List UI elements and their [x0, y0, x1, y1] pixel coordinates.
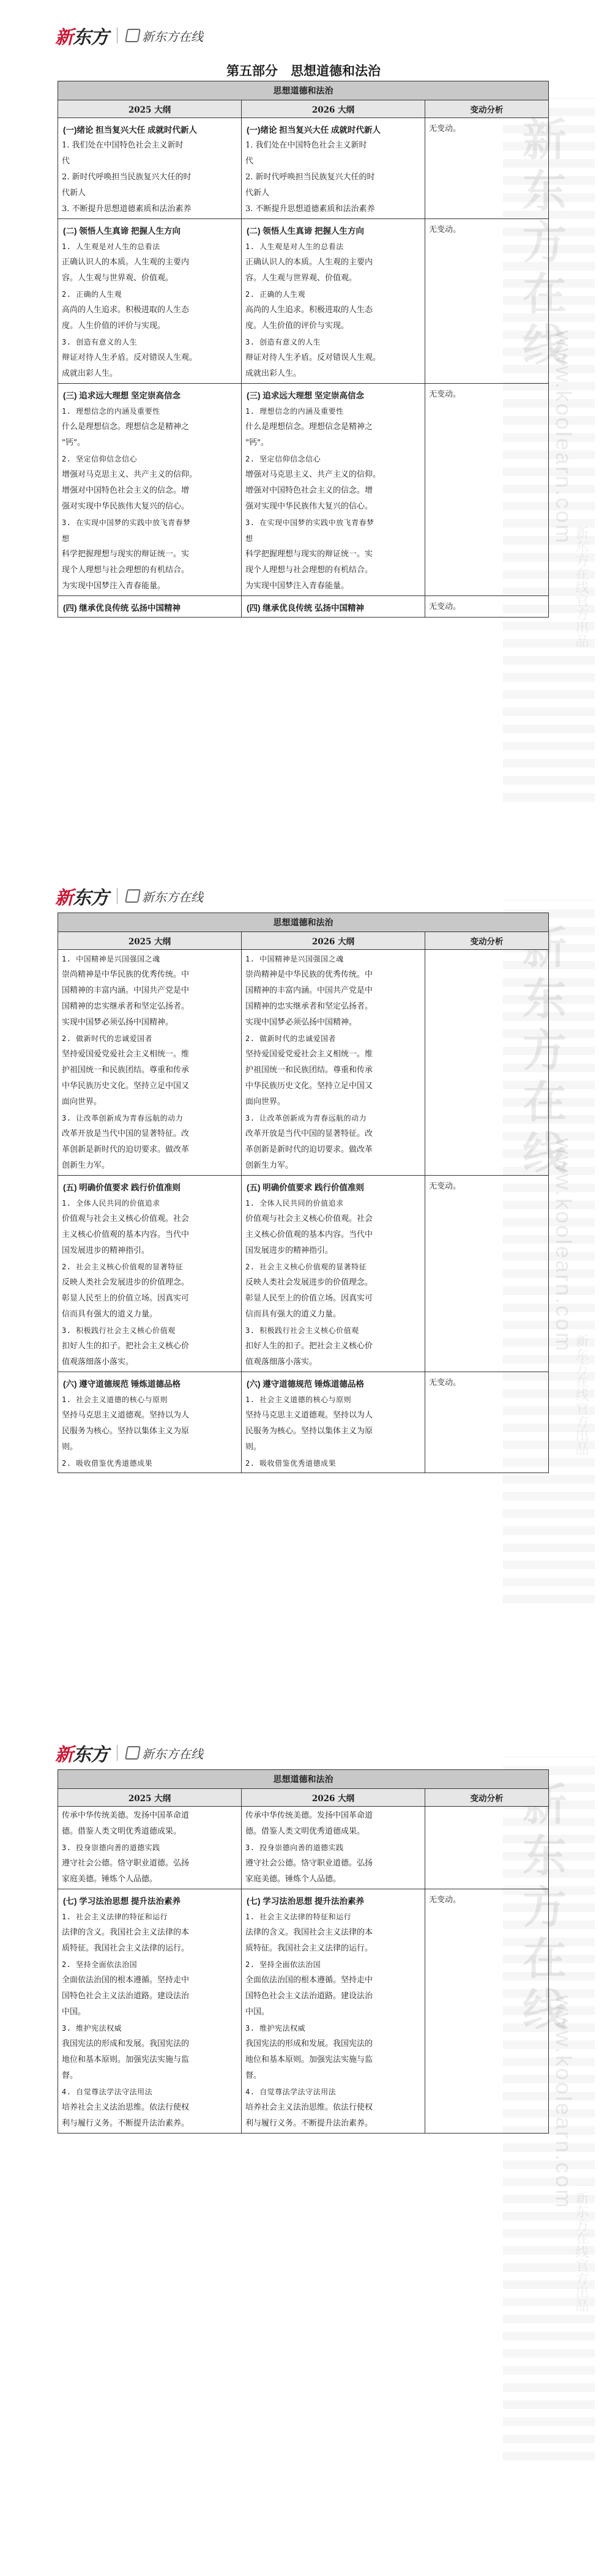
outline-text: 面向世界。 — [62, 1097, 102, 1107]
outline-text: 为实现中国梦注入青春能量。 — [245, 581, 349, 591]
section-title: (六) 遵守道德规范 锤炼道德品格 — [247, 1379, 364, 1389]
outline-text: 辩证对待人生矛盾。反对错误人生观。 — [62, 353, 198, 362]
outline-text: 全面依法治国的根本遵循。坚持走中 — [62, 1976, 190, 1985]
outline-text: 国特色社会主义法治道路。建设法治 — [62, 1992, 190, 2001]
col-analysis-header: 变动分析 — [425, 1789, 549, 1807]
outline-text: 则。 — [245, 1443, 262, 1452]
outline-2026-cell — [242, 118, 425, 219]
outline-2025-cell — [58, 219, 242, 384]
outline-text: 信而具有强大的道义力量。 — [245, 1310, 341, 1319]
outline-text: 度。人生价值的评价与实现。 — [245, 321, 349, 330]
outline-subheading: 1. 人生观是对人生的总看法 — [62, 242, 160, 251]
outline-text: 坚持爱国爱党爱社会主义相统一。维 — [245, 1050, 373, 1059]
outline-text: 度。人生价值的评价与实现。 — [62, 321, 166, 330]
col-2025-header: 2025 大纲 — [58, 932, 242, 950]
subject-header: 思想道德和法治 — [58, 1770, 549, 1789]
brand-mark: 新东方 — [55, 28, 108, 48]
subject-header-row — [58, 913, 549, 932]
outline-text: 革创新是新时代的迫切要求。做改革 — [62, 1145, 190, 1154]
outline-subheading: 1. 中国精神是兴国强国之魂 — [62, 955, 160, 963]
subject-header: 思想道德和法治 — [58, 81, 549, 100]
outline-subheading: 3. 在实现中国梦的实践中放飞青春梦 — [62, 518, 191, 527]
outline-text: 坚持马克思主义道德观。坚持以为人 — [62, 1411, 190, 1420]
outline-subheading: 2. 坚定信仰信念信心 — [62, 455, 138, 463]
page-2 — [0, 857, 607, 1714]
outline-text: 代新人 — [62, 189, 86, 198]
outline-text: 成就出彩人生。 — [62, 369, 118, 378]
outline-2026-cell — [242, 950, 425, 1176]
outline-subheading: 3. 让改革创新成为青春远航的动力 — [245, 1114, 367, 1122]
outline-subheading: 1. 全体人民共同的价值追求 — [245, 1199, 344, 1208]
outline-text: 强对实现中华民族伟大复兴的信心。 — [245, 502, 373, 511]
outline-text: 代 — [62, 157, 70, 166]
document-title: 第五部分 思想道德和法治 — [226, 63, 381, 78]
outline-text: 则。 — [62, 1443, 78, 1452]
outline-text: 现个人理想与社会理想的有机结合。 — [245, 566, 373, 575]
outline-text: "钙"。 — [245, 438, 269, 447]
outline-text: 价值观与社会主义核心价值观。社会 — [245, 1214, 373, 1223]
outline-text: 崇尚精神是中华民族的优秀传统。中 — [245, 970, 373, 979]
outline-text: 1. 我们处在中国特色社会主义新时 — [245, 141, 367, 150]
outline-text: 法律的含义。我国社会主义法律的本 — [62, 1928, 190, 1937]
outline-text: 扣好人生的扣子。把社会主义核心价 — [245, 1342, 373, 1351]
outline-2026-cell — [242, 1807, 425, 1889]
outline-text: 中国。 — [62, 2007, 86, 2017]
col-2026-header: 2026 大纲 — [242, 1789, 425, 1807]
outline-subheading: 1. 全体人民共同的价值追求 — [62, 1199, 160, 1208]
col-2025-header: 2025 大纲 — [58, 100, 242, 118]
outline-text: 法律的含义。我国社会主义法律的本 — [245, 1928, 373, 1937]
outline-text: 实现中国梦必须弘扬中国精神。 — [62, 1018, 174, 1027]
outline-text: 国特色社会主义法治道路。建设法治 — [245, 1992, 373, 2001]
outline-subheading: 1. 中国精神是兴国强国之魂 — [245, 955, 344, 963]
outline-text: 遵守社会公德。恪守职业道德。弘扬 — [62, 1859, 190, 1868]
outline-subheading: 1. 理想信念的内涵及重要性 — [62, 407, 160, 416]
outline-text: 面向世界。 — [245, 1097, 286, 1107]
watermark: 新东方在线 www.koolearn.com 新东方在线官方出品 — [503, 900, 595, 1603]
outline-text: 增强对中国特色社会主义的信念。增 — [62, 486, 190, 495]
outline-text: 崇尚精神是中华民族的优秀传统。中 — [62, 970, 190, 979]
section-title: (一)绪论 担当复兴大任 成就时代新人 — [247, 125, 381, 135]
outline-text: 主义核心价值观的基本内容。当代中 — [245, 1230, 373, 1239]
outline-subheading: 3. 积极践行社会主义核心价值观 — [245, 1326, 359, 1335]
outline-text: 培养社会主义法治思维。依法行使权 — [62, 2103, 190, 2112]
table-row — [58, 1372, 549, 1473]
outline-text: 增强对马克思主义、共产主义的信仰。 — [62, 470, 198, 479]
outline-text: 坚持马克思主义道德观。坚持以为人 — [245, 1411, 373, 1420]
syllabus-table — [58, 1769, 549, 2134]
outline-subheading: 1. 社会主义道德的核心与原则 — [245, 1395, 352, 1404]
change-analysis-cell — [425, 1807, 549, 1889]
table-row — [58, 118, 549, 219]
subject-header-row — [58, 1770, 549, 1789]
outline-text: 主义核心价值观的基本内容。当代中 — [62, 1230, 190, 1239]
outline-subheading: 2. 社会主义核心价值观的显著特征 — [62, 1263, 184, 1271]
brand-logo — [55, 22, 203, 49]
outline-2026-cell — [242, 596, 425, 618]
outline-text: 实现中国梦必须弘扬中国精神。 — [245, 1018, 357, 1027]
outline-subheading: 3. 维护宪法权威 — [245, 2024, 306, 2033]
outline-text: 创新生力军。 — [245, 1161, 294, 1170]
outline-text: 2. 新时代呼唤担当民族复兴大任的时 — [245, 173, 375, 182]
outline-text: 强对实现中华民族伟大复兴的信心。 — [62, 502, 190, 511]
column-header-row — [58, 932, 549, 950]
outline-subheading: 1. 人生观是对人生的总看法 — [245, 242, 344, 251]
outline-subheading: 3. 让改革创新成为青春远航的动力 — [62, 1114, 184, 1122]
outline-text: 遵守社会公德。恪守职业道德。弘扬 — [245, 1859, 373, 1868]
outline-subheading: 2. 坚持全面依法治国 — [245, 1960, 321, 1969]
change-analysis-cell: 无变动。 — [425, 1372, 549, 1473]
section-title: (七) 学习法治思想 提升法治素养 — [63, 1897, 181, 1906]
outline-text: 家庭美德。锤炼个人品德。 — [245, 1875, 341, 1884]
outline-text: 3. 不断提升思想道德素质和法治素养 — [62, 204, 192, 214]
outline-subheading: 2. 坚定信仰信念信心 — [245, 455, 321, 463]
outline-text: 护祖国统一和民族团结。尊重和传承 — [245, 1066, 373, 1075]
outline-2026-cell — [242, 1889, 425, 2134]
outline-text: 增强对中国特色社会主义的信念。增 — [245, 486, 373, 495]
section-title: (四) 继承优良传统 弘扬中国精神 — [63, 603, 181, 613]
outline-text: 值观落细落小落实。 — [62, 1357, 134, 1367]
brand-mark: 新东方 — [55, 1745, 108, 1765]
koolearn-logo-icon — [125, 1746, 141, 1760]
outline-text: 反映人类社会发展进步的价值理念。 — [245, 1278, 373, 1287]
outline-text: 中华民族历史文化。坚持立足中国又 — [62, 1081, 190, 1091]
outline-text: 质特征。我国社会主义法律的运行。 — [62, 1944, 190, 1953]
outline-subheading: 3. 创造有意义的人生 — [62, 338, 138, 346]
outline-text: 成就出彩人生。 — [245, 369, 302, 378]
outline-text: 中华民族历史文化。坚持立足中国又 — [245, 1081, 373, 1091]
outline-2025-cell — [58, 1176, 242, 1372]
outline-text: 利与履行义务。不断提升法治素养。 — [245, 2119, 373, 2128]
section-title: (二) 领悟人生真谛 把握人生方向 — [63, 226, 181, 236]
outline-text: 高尚的人生追求。积极进取的人生态 — [62, 305, 190, 315]
outline-text: 代新人 — [245, 189, 270, 198]
outline-subheading: 2. 吸收借鉴优秀道德成果 — [62, 1459, 153, 1468]
outline-text: 为实现中国梦注入青春能量。 — [62, 581, 166, 591]
brand-logo — [55, 1739, 203, 1766]
outline-subheading: 3. 投身崇德向善的道德实践 — [245, 1843, 344, 1852]
section-title: (二) 领悟人生真谛 把握人生方向 — [247, 226, 364, 236]
outline-subheading: 1. 社会主义道德的核心与原则 — [62, 1395, 168, 1404]
outline-text: 地位和基本原则。加强宪法实施与监 — [245, 2055, 373, 2064]
brand-mark: 新东方 — [55, 888, 108, 908]
outline-text: 科学把握理想与现实的辩证统一。实 — [245, 550, 373, 559]
outline-text: 扣好人生的扣子。把社会主义核心价 — [62, 1342, 190, 1351]
outline-subheading: 想 — [62, 534, 70, 543]
outline-text: 现个人理想与社会理想的有机结合。 — [62, 566, 190, 575]
watermark: 新东方在线 www.koolearn.com 新东方在线官方出品 — [503, 98, 595, 802]
col-analysis-header: 变动分析 — [425, 100, 549, 118]
outline-text: 国精神的忠实继承者和坚定弘扬者。 — [245, 1002, 373, 1011]
outline-text: 我国宪法的形成和发展。我国宪法的 — [62, 2039, 190, 2048]
col-2026-header: 2026 大纲 — [242, 100, 425, 118]
outline-text: 什么是理想信念。理想信念是精神之 — [62, 422, 190, 431]
section-title: (六) 遵守道德规范 锤炼道德品格 — [63, 1379, 181, 1389]
change-analysis-cell: 无变动。 — [425, 1176, 549, 1372]
outline-2025-cell — [58, 384, 242, 596]
outline-text: 革创新是新时代的迫切要求。做改革 — [245, 1145, 373, 1154]
syllabus-table — [58, 81, 549, 618]
outline-text: 什么是理想信念。理想信念是精神之 — [245, 422, 373, 431]
table-row — [58, 596, 549, 618]
brand-logo — [55, 883, 203, 909]
outline-text: 坚持爱国爱党爱社会主义相统一。维 — [62, 1050, 190, 1059]
outline-2026-cell — [242, 384, 425, 596]
outline-text: 容。人生观与世界观、价值观。 — [62, 274, 174, 283]
outline-text: 民服务为核心。坚持以集体主义为原 — [245, 1427, 373, 1436]
outline-text: 彰显人民至上的价值立场。因真实可 — [245, 1294, 373, 1303]
section-title: (五) 明确价值要求 践行价值准则 — [63, 1183, 181, 1192]
watermark: 新东方在线 www.koolearn.com 新东方在线官方出品 — [503, 1757, 595, 2460]
outline-subheading: 2. 坚持全面依法治国 — [62, 1960, 138, 1969]
outline-text: 督。 — [245, 2071, 262, 2080]
outline-subheading: 1. 社会主义法律的特征和运行 — [245, 1913, 352, 1921]
section-title: (三) 追求远大理想 坚定崇高信念 — [247, 391, 364, 400]
col-2025-header: 2025 大纲 — [58, 1789, 242, 1807]
outline-subheading: 2. 做新时代的忠诚爱国者 — [245, 1034, 337, 1043]
outline-text: 科学把握理想与现实的辩证统一。实 — [62, 550, 190, 559]
section-title: (三) 追求远大理想 坚定崇高信念 — [63, 391, 181, 400]
outline-text: 质特征。我国社会主义法律的运行。 — [245, 1944, 373, 1953]
section-title: (四) 继承优良传统 弘扬中国精神 — [247, 603, 364, 613]
outline-text: 正确认识人的本质。人生观的主要内 — [245, 258, 373, 267]
page-3 — [0, 1714, 607, 2576]
koolearn-logo-icon — [125, 889, 141, 903]
outline-text: "钙"。 — [62, 438, 85, 447]
outline-2025-cell — [58, 1889, 242, 2134]
outline-text: 中国。 — [245, 2007, 270, 2017]
outline-2025-cell — [58, 1807, 242, 1889]
outline-subheading: 3. 创造有意义的人生 — [245, 338, 321, 346]
outline-text: 国精神的忠实继承者和坚定弘扬者。 — [62, 1002, 190, 1011]
outline-subheading: 1. 社会主义法律的特征和运行 — [62, 1913, 168, 1921]
outline-text: 国精神的丰富内涵。中国共产党是中 — [245, 986, 373, 995]
change-analysis-cell: 无变动。 — [425, 1889, 549, 2134]
outline-text: 我国宪法的形成和发展。我国宪法的 — [245, 2039, 373, 2048]
outline-text: 改革开放是当代中国的显著特征。改 — [62, 1129, 190, 1138]
outline-text: 值观落细落小落实。 — [245, 1357, 318, 1367]
outline-text: 1. 我们处在中国特色社会主义新时 — [62, 141, 184, 150]
change-analysis-cell: 无变动。 — [425, 384, 549, 596]
outline-text: 改革开放是当代中国的显著特征。改 — [245, 1129, 373, 1138]
outline-subheading: 4. 自觉尊法学法守法用法 — [245, 2088, 337, 2096]
outline-text: 创新生力军。 — [62, 1161, 110, 1170]
table-row — [58, 1889, 549, 2134]
change-analysis-cell: 无变动。 — [425, 219, 549, 384]
outline-subheading: 3. 积极践行社会主义核心价值观 — [62, 1326, 176, 1335]
outline-subheading: 2. 社会主义核心价值观的显著特征 — [245, 1263, 367, 1271]
outline-text: 高尚的人生追求。积极进取的人生态 — [245, 305, 373, 315]
outline-text: 德。借鉴人类文明优秀道德成果。 — [245, 1827, 365, 1836]
outline-subheading: 想 — [245, 534, 253, 543]
outline-subheading: 3. 维护宪法权威 — [62, 2024, 122, 2033]
outline-text: 培养社会主义法治思维。依法行使权 — [245, 2103, 373, 2112]
outline-text: 利与履行义务。不断提升法治素养。 — [62, 2119, 190, 2128]
outline-text: 增强对马克思主义、共产主义的信仰。 — [245, 470, 381, 479]
outline-text: 正确认识人的本质。人生观的主要内 — [62, 258, 190, 267]
outline-text: 家庭美德。锤炼个人品德。 — [62, 1875, 158, 1884]
brand-sub: 新东方在线 — [126, 27, 203, 45]
column-header-row — [58, 1789, 549, 1807]
outline-text: 反映人类社会发展进步的价值理念。 — [62, 1278, 190, 1287]
outline-text: 德。借鉴人类文明优秀道德成果。 — [62, 1827, 182, 1836]
subject-header: 思想道德和法治 — [58, 913, 549, 932]
change-analysis-cell — [425, 950, 549, 1176]
outline-text: 国精神的丰富内涵。中国共产党是中 — [62, 986, 190, 995]
outline-text: 辩证对待人生矛盾。反对错误人生观。 — [245, 353, 381, 362]
outline-text: 全面依法治国的根本遵循。坚持走中 — [245, 1976, 373, 1985]
outline-subheading: 2. 吸收借鉴优秀道德成果 — [245, 1459, 337, 1468]
koolearn-logo-icon — [125, 29, 141, 42]
outline-text: 国发展进步的精神指引。 — [245, 1246, 333, 1255]
outline-text: 护祖国统一和民族团结。尊重和传承 — [62, 1066, 190, 1075]
section-title: (七) 学习法治思想 提升法治素养 — [247, 1897, 364, 1906]
table-row — [58, 219, 549, 384]
outline-2026-cell — [242, 1176, 425, 1372]
outline-2025-cell — [58, 1372, 242, 1473]
outline-text: 彰显人民至上的价值立场。因真实可 — [62, 1294, 190, 1303]
outline-subheading: 2. 正确的人生观 — [62, 290, 122, 299]
outline-text: 代 — [245, 157, 254, 166]
column-header-row — [58, 100, 549, 118]
subject-header-row — [58, 81, 549, 100]
outline-text: 容。人生观与世界观、价值观。 — [245, 274, 357, 283]
outline-text: 国发展进步的精神指引。 — [62, 1246, 150, 1255]
outline-subheading: 2. 正确的人生观 — [245, 290, 306, 299]
page-1 — [0, 0, 607, 857]
outline-text: 2. 新时代呼唤担当民族复兴大任的时 — [62, 173, 192, 182]
outline-text: 信而具有强大的道义力量。 — [62, 1310, 158, 1319]
table-row — [58, 384, 549, 596]
col-2026-header: 2026 大纲 — [242, 932, 425, 950]
outline-text: 地位和基本原则。加强宪法实施与监 — [62, 2055, 190, 2064]
change-analysis-cell: 无变动。 — [425, 596, 549, 618]
outline-subheading: 3. 投身崇德向善的道德实践 — [62, 1843, 160, 1852]
table-row — [58, 950, 549, 1176]
outline-2025-cell — [58, 596, 242, 618]
outline-text: 价值观与社会主义核心价值观。社会 — [62, 1214, 190, 1223]
outline-text: 3. 不断提升思想道德素质和法治素养 — [245, 204, 375, 214]
outline-2025-cell — [58, 118, 242, 219]
outline-subheading: 1. 理想信念的内涵及重要性 — [245, 407, 344, 416]
col-analysis-header: 变动分析 — [425, 932, 549, 950]
outline-subheading: 2. 做新时代的忠诚爱国者 — [62, 1034, 153, 1043]
table-row — [58, 1807, 549, 1889]
outline-text: 督。 — [62, 2071, 78, 2080]
table-row — [58, 1176, 549, 1372]
outline-2026-cell — [242, 219, 425, 384]
outline-subheading: 4. 自觉尊法学法守法用法 — [62, 2088, 153, 2096]
outline-text: 民服务为核心。坚持以集体主义为原 — [62, 1427, 190, 1436]
section-title: (一)绪论 担当复兴大任 成就时代新人 — [63, 125, 197, 135]
outline-2025-cell — [58, 950, 242, 1176]
syllabus-table — [58, 913, 549, 1473]
section-title: (五) 明确价值要求 践行价值准则 — [247, 1183, 364, 1192]
outline-2026-cell — [242, 1372, 425, 1473]
outline-subheading: 3. 在实现中国梦的实践中放飞青春梦 — [245, 518, 374, 527]
outline-text: 传承中华传统美德。发扬中国革命道 — [62, 1811, 190, 1820]
brand-sub: 新东方在线 — [126, 1744, 203, 1762]
outline-text: 传承中华传统美德。发扬中国革命道 — [245, 1811, 373, 1820]
brand-sub: 新东方在线 — [126, 887, 203, 905]
change-analysis-cell: 无变动。 — [425, 118, 549, 219]
